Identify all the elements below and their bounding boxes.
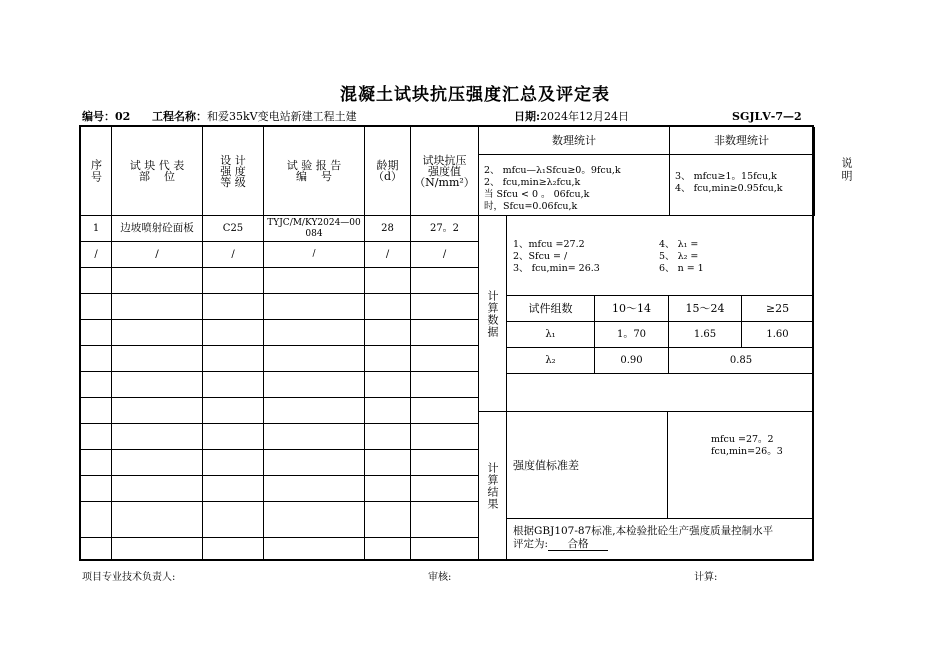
table-cell-age xyxy=(365,398,411,424)
table-cell-seq xyxy=(81,398,112,424)
table-cell-seq: 1 xyxy=(81,216,112,242)
table-cell-report xyxy=(264,424,365,450)
table-cell-seq xyxy=(81,450,112,476)
table-cell-age xyxy=(365,476,411,502)
table-cell-age xyxy=(365,538,411,561)
result-min: fcu,min=26。3 xyxy=(711,446,783,457)
table-cell-age xyxy=(365,320,411,346)
date-label: 日期: xyxy=(514,110,541,123)
table-cell-part xyxy=(112,372,203,398)
table-cell-age: 28 xyxy=(365,216,411,242)
lambda1-value-1: 1。70 xyxy=(595,322,669,348)
project-name: 和爱35kV变电站新建工程土建 xyxy=(207,110,357,123)
lambda2-value-1: 0.90 xyxy=(595,348,669,374)
date-field xyxy=(514,110,629,123)
table-cell-report xyxy=(264,398,365,424)
form-code: SGJLⅤ-7—2 xyxy=(732,110,802,123)
table-cell-strength xyxy=(411,320,479,346)
table-cell-part xyxy=(112,502,203,538)
table-cell-report xyxy=(264,502,365,538)
table-cell-grade xyxy=(203,268,264,294)
table-cell-grade xyxy=(203,424,264,450)
stat-formula-4: 时，Sfcu=0.06fcu,k xyxy=(484,201,578,212)
table-cell-part xyxy=(112,538,203,561)
footer-manager: 项目专业技术负责人: xyxy=(82,572,176,583)
col-header-part: 试 块 代 表 部 位 xyxy=(112,127,203,216)
table-cell-grade xyxy=(203,476,264,502)
table-cell-grade xyxy=(203,538,264,561)
result-mean: mfcu =27。2 xyxy=(711,434,774,445)
table-cell-strength xyxy=(411,398,479,424)
calc-item-6: 6、 n = 1 xyxy=(659,263,704,274)
table-cell-seq xyxy=(81,320,112,346)
col-header-report: 试 验 报 告 编 号 xyxy=(264,127,365,216)
col-header-remark: 说明 xyxy=(840,157,853,183)
stat-formula-2: 2、 fcu,min≥λ₂fcu,k xyxy=(484,177,581,188)
table-cell-seq xyxy=(81,476,112,502)
date-value: 2024年12月24日 xyxy=(540,110,630,123)
calc-item-2: 2、Sfcu = / xyxy=(513,251,568,262)
table-cell-grade xyxy=(203,450,264,476)
table-cell-report: TYJC/M/KY2024—00084 xyxy=(264,216,365,242)
footer-review: 审核: xyxy=(428,572,452,583)
calc-result-label: 计算结果 xyxy=(479,412,507,561)
table-cell-strength: / xyxy=(411,242,479,268)
table-cell-report xyxy=(264,372,365,398)
table-cell-seq: / xyxy=(81,242,112,268)
table-cell-strength: 27。2 xyxy=(411,216,479,242)
table-cell-part: / xyxy=(112,242,203,268)
calc-data-label: 计算数据 xyxy=(479,216,507,412)
table-cell-age xyxy=(365,268,411,294)
calc-data-blank xyxy=(507,374,814,412)
table-cell-part xyxy=(112,450,203,476)
std-label: 强度值标准差 xyxy=(507,412,668,519)
lambda-header-25: ≥25 xyxy=(742,296,814,322)
col-header-grade: 设 计 强 度 等 级 xyxy=(203,127,264,216)
table-cell-age: / xyxy=(365,242,411,268)
table-cell-strength xyxy=(411,476,479,502)
nonstat-formula-2: 4、 fcu,min≥0.95fcu,k xyxy=(675,183,783,194)
calc-item-4: 4、 λ₁ = xyxy=(659,239,699,250)
stat-formula-1: 2、 mfcu—λ₁Sfcu≥0。9fcu,k xyxy=(484,165,621,176)
table-cell-age xyxy=(365,372,411,398)
table-cell-age xyxy=(365,502,411,538)
table-cell-report xyxy=(264,538,365,561)
table-cell-part xyxy=(112,320,203,346)
conclusion-prefix: 评定为: xyxy=(513,538,549,550)
col-header-age: 龄期 （d） xyxy=(365,127,411,216)
table-cell-report: / xyxy=(264,242,365,268)
result-values-cell xyxy=(668,412,814,519)
form-number: 编号：02 xyxy=(82,110,131,123)
lambda2-value-2: 0.85 xyxy=(669,348,814,374)
calc-item-5: 5、 λ₂ = xyxy=(659,251,699,262)
table-cell-seq xyxy=(81,294,112,320)
table-cell-grade xyxy=(203,294,264,320)
lambda1-value-2: 1.65 xyxy=(669,322,742,348)
table-cell-report xyxy=(264,320,365,346)
nonstat-formula-1: 3、 mfcu≥1。15fcu,k xyxy=(675,171,777,182)
table-cell-seq xyxy=(81,372,112,398)
table-cell-seq xyxy=(81,538,112,561)
lambda2-label: λ₂ xyxy=(507,348,595,374)
table-cell-grade xyxy=(203,346,264,372)
table-cell-strength xyxy=(411,538,479,561)
lambda1-value-3: 1.60 xyxy=(742,322,814,348)
lambda-header-15-24: 15～24 xyxy=(669,296,742,322)
table-cell-grade: / xyxy=(203,242,264,268)
table-cell-report xyxy=(264,268,365,294)
table-cell-age xyxy=(365,424,411,450)
table-cell-seq xyxy=(81,346,112,372)
conclusion-line-1: 根据GBJ107-87标准,本检验批砼生产强度质量控制水平 xyxy=(513,525,774,537)
table-cell-part xyxy=(112,346,203,372)
table-cell-age xyxy=(365,346,411,372)
table-cell-strength xyxy=(411,372,479,398)
lambda-header-10-14: 10～14 xyxy=(595,296,669,322)
col-header-strength: 试块抗压 强度值 （N/mm²） xyxy=(411,127,479,216)
table-cell-grade xyxy=(203,320,264,346)
table-cell-grade: C25 xyxy=(203,216,264,242)
conclusion-value: 合格 xyxy=(548,539,608,551)
table-cell-seq xyxy=(81,424,112,450)
table-cell-report xyxy=(264,294,365,320)
col-header-stat: 数理统计 xyxy=(479,127,670,155)
col-header-nonstat: 非数理统计 xyxy=(670,127,814,155)
calc-item-3: 3、 fcu,min= 26.3 xyxy=(513,263,600,274)
table-cell-strength xyxy=(411,450,479,476)
conclusion-line-2 xyxy=(513,539,608,551)
lambda1-label: λ₁ xyxy=(507,322,595,348)
table-cell-strength xyxy=(411,268,479,294)
table-cell-part xyxy=(112,398,203,424)
table-cell-report xyxy=(264,450,365,476)
table-cell-seq xyxy=(81,502,112,538)
lambda-header-groups: 试件组数 xyxy=(507,296,595,322)
summary-table xyxy=(79,125,814,561)
calc-item-1: 1、mfcu =27.2 xyxy=(513,239,585,250)
table-cell-part xyxy=(112,294,203,320)
project-label: 工程名称： xyxy=(152,110,207,123)
table-cell-part xyxy=(112,424,203,450)
table-cell-part xyxy=(112,476,203,502)
table-cell-age xyxy=(365,450,411,476)
table-cell-age xyxy=(365,294,411,320)
footer-calc: 计算: xyxy=(694,572,718,583)
table-cell-report xyxy=(264,346,365,372)
page-title: 混凝土试块抗压强度汇总及评定表 xyxy=(340,85,610,105)
table-cell-strength xyxy=(411,294,479,320)
table-cell-strength xyxy=(411,346,479,372)
table-cell-strength xyxy=(411,502,479,538)
table-cell-strength xyxy=(411,424,479,450)
table-cell-grade xyxy=(203,372,264,398)
table-cell-part: 边坡喷射砼面板 xyxy=(112,216,203,242)
col-header-seq: 序号 xyxy=(81,127,112,216)
table-cell-part xyxy=(112,268,203,294)
stat-formula-3: 当 Sfcu < 0 。 06fcu,k xyxy=(484,189,590,200)
project-name-field xyxy=(152,110,357,123)
table-cell-report xyxy=(264,476,365,502)
table-cell-grade xyxy=(203,502,264,538)
table-cell-seq xyxy=(81,268,112,294)
table-cell-grade xyxy=(203,398,264,424)
